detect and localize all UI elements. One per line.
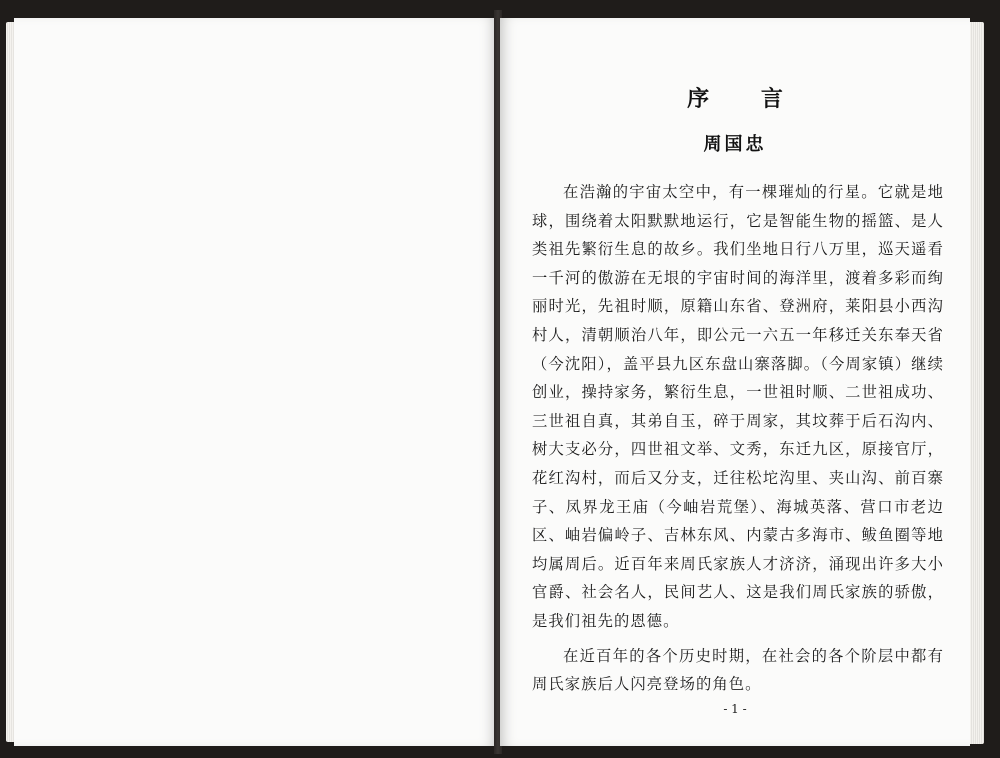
- preface-body: [532, 178, 944, 705]
- page-number: - 1 -: [723, 702, 747, 716]
- author-name: 周国忠: [703, 134, 767, 155]
- preface-title: 序 言: [687, 86, 805, 112]
- right-page-edges: [968, 22, 984, 744]
- paragraph-2: 在近百年的各个历史时期，在社会的各个阶层中都有周氏家族后人闪亮登场的角色。: [532, 646, 944, 694]
- right-page: [500, 18, 970, 746]
- paragraph-1: 在浩瀚的宇宙太空中，有一棵璀灿的行星。它就是地球，围绕着太阳默默地运行，它是智能生物的摇篮、是人类祖先繁衍生息的故乡。我们坐地日行八万里，巡天遥看一千河的傲游在无垠的宇宙时间的海洋里，渡着多彩而绚丽时光，先祖时顺，原籍山东省、登洲府，莱阳县小西沟村人，清朝顺治八年，即公元一六五一年移迁关东奉天省（今沈阳），盖平县九区东盘山寨落脚。（今周家镇）继续创业，操持家务，繁衍生息，一世祖时顺、二世祖成功、三世祖自真，其弟自玉，碎于周家，其坟葬于后石沟内、树大支必分，四世祖文举、文秀，东迁九区，原接官厅，花红沟村，而后又分支，迁往松坨沟里、夹山沟、前百寨子、凤界龙王庙（今岫岩荒堡）、海城英落、营口市老边区、岫岩偏岭子、吉林东风、内蒙古多海市、鲅鱼圈等地均属周后。近百年来周氏家族人才济济，涌现出许多大小官爵、社会名人，民间艺人、这是我们周氏家族的骄傲，是我们祖先的恩德。: [532, 183, 944, 630]
- left-page-blank: [14, 18, 496, 746]
